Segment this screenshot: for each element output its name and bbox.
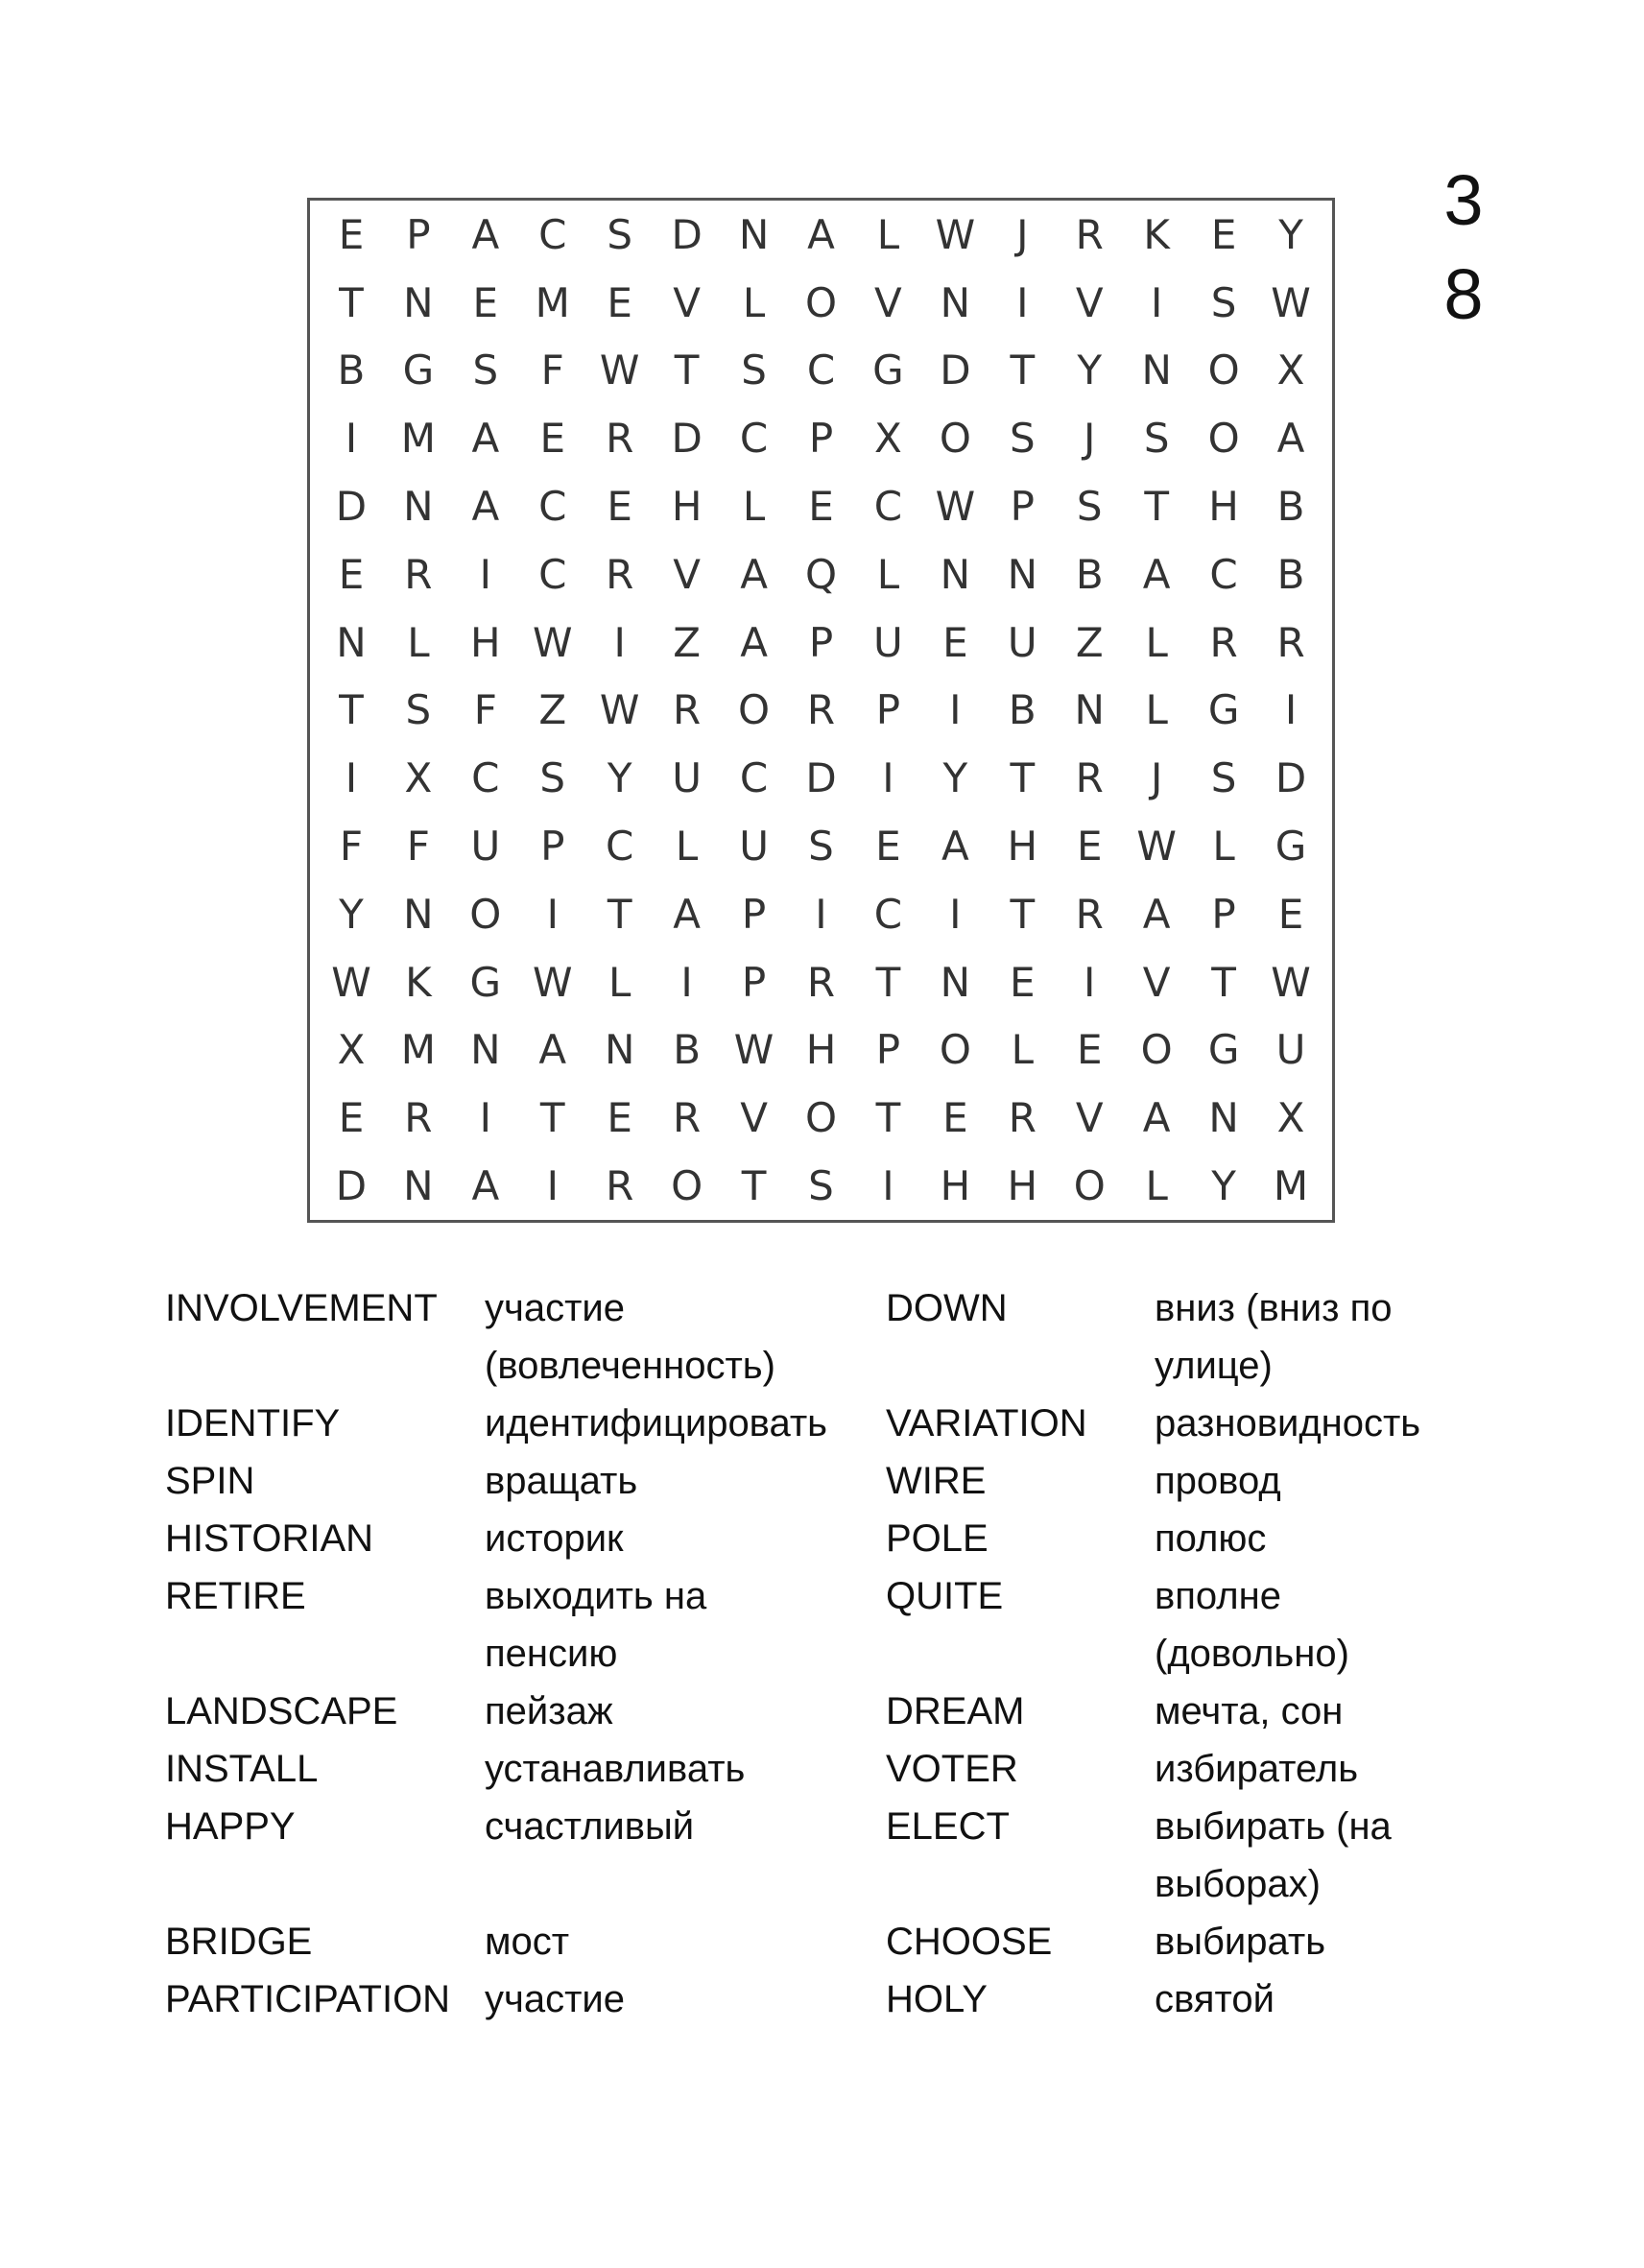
grid-letter: N: [1074, 686, 1105, 734]
grid-letter: Y: [1211, 1162, 1236, 1210]
grid-letter: V: [740, 1094, 768, 1142]
grid-letter: A: [1276, 415, 1305, 463]
grid-letter: B: [1276, 550, 1305, 598]
grid-letter: E: [607, 278, 632, 326]
grid-letter: E: [808, 483, 834, 531]
grid-letter: I: [1016, 278, 1029, 326]
grid-letter: S: [1009, 415, 1036, 463]
grid-letter: I: [613, 618, 626, 666]
grid-letter: N: [1141, 346, 1172, 394]
russian-translation: вполне (довольно): [1155, 1575, 1349, 1675]
grid-letter: P: [1211, 890, 1236, 938]
russian-translation: выбирать (на выборах): [1155, 1805, 1392, 1905]
english-word: BRIDGE: [165, 1921, 313, 1963]
grid-letter: H: [470, 618, 501, 666]
grid-letter: O: [1073, 1162, 1106, 1210]
grid-letter: J: [1016, 210, 1029, 258]
grid-letter: E: [472, 278, 499, 326]
russian-translation: устанавливать: [485, 1748, 746, 1790]
russian-translation: провод: [1155, 1460, 1281, 1502]
grid-letter: G: [469, 958, 502, 1006]
grid-letter: V: [1142, 958, 1171, 1006]
grid-letter: A: [471, 210, 500, 258]
russian-translation: выходить на пенсию: [485, 1575, 707, 1675]
grid-letter: X: [337, 1026, 366, 1074]
grid-letter: A: [740, 550, 768, 598]
grid-letter: P: [406, 210, 431, 258]
word-row: [165, 1798, 1509, 1913]
grid-letter: W: [1271, 958, 1311, 1006]
grid-letter: R: [1209, 618, 1238, 666]
grid-letter: L: [876, 550, 900, 598]
grid-letter: U: [1275, 1026, 1306, 1074]
grid-letter: O: [738, 686, 771, 734]
grid-letter: R: [806, 686, 836, 734]
russian-translation: полюс: [1155, 1517, 1267, 1560]
grid-letter: A: [1142, 890, 1171, 938]
grid-letter: B: [1075, 550, 1104, 598]
grid-letter: I: [680, 958, 693, 1006]
word-row: [165, 1510, 1509, 1567]
english-word: LANDSCAPE: [165, 1690, 398, 1732]
grid-letter: A: [538, 1026, 567, 1074]
grid-letter: A: [471, 1162, 500, 1210]
grid-letter: S: [405, 686, 432, 734]
grid-letter: R: [404, 550, 433, 598]
russian-translation: мост: [485, 1921, 570, 1963]
grid-letter: O: [1207, 346, 1240, 394]
grid-letter: R: [1075, 210, 1104, 258]
grid-letter: T: [339, 686, 364, 734]
grid-letter: R: [806, 958, 836, 1006]
grid-letter: P: [540, 823, 565, 871]
grid-letter: S: [1143, 415, 1170, 463]
grid-letter: P: [741, 958, 767, 1006]
grid-letter: W: [1271, 278, 1311, 326]
grid-letter: C: [471, 754, 500, 802]
grid-letter: F: [473, 686, 497, 734]
grid-letter: R: [606, 550, 634, 598]
english-word: HOLY: [886, 1978, 988, 2020]
grid-letter: C: [538, 483, 567, 531]
russian-translation: избиратель: [1155, 1748, 1359, 1790]
grid-letter: E: [875, 823, 901, 871]
word-row: [165, 1452, 1509, 1510]
english-word: CHOOSE: [886, 1921, 1053, 1963]
grid-letter: E: [1076, 823, 1103, 871]
grid-letter: O: [939, 1026, 971, 1074]
grid-letter: N: [403, 483, 434, 531]
grid-letter: T: [1144, 483, 1169, 531]
grid-letter: N: [403, 278, 434, 326]
grid-letter: W: [935, 210, 976, 258]
grid-letter: G: [402, 346, 435, 394]
russian-translation: выбирать: [1155, 1921, 1326, 1963]
grid-letter: Y: [1278, 210, 1303, 258]
grid-letter: N: [940, 278, 971, 326]
grid-letter: U: [739, 823, 769, 871]
grid-letter: J: [1150, 754, 1163, 802]
grid-letter: W: [733, 1026, 774, 1074]
word-row: [165, 1683, 1509, 1740]
english-word: RETIRE: [165, 1575, 306, 1617]
word-search-grid: [307, 198, 1335, 1223]
grid-letter: T: [1211, 958, 1236, 1006]
russian-translation: идентифицировать: [485, 1402, 828, 1444]
grid-letter: O: [1207, 415, 1240, 463]
page-number: 3 8: [1443, 160, 1484, 334]
grid-letter: N: [403, 1162, 434, 1210]
grid-letter: L: [1212, 823, 1235, 871]
grid-letter: T: [339, 278, 364, 326]
letter-grid: [310, 201, 1332, 1220]
grid-letter: C: [739, 754, 769, 802]
grid-letter: W: [599, 346, 640, 394]
grid-letter: O: [804, 1094, 838, 1142]
grid-letter: N: [940, 550, 971, 598]
grid-letter: C: [538, 210, 567, 258]
grid-letter: R: [673, 686, 702, 734]
grid-letter: E: [942, 1094, 968, 1142]
russian-translation: разновидность: [1155, 1402, 1421, 1444]
grid-letter: R: [673, 1094, 702, 1142]
grid-letter: E: [338, 210, 365, 258]
grid-letter: N: [940, 958, 971, 1006]
grid-letter: S: [741, 346, 767, 394]
english-word: INSTALL: [165, 1748, 319, 1790]
grid-letter: W: [1136, 823, 1177, 871]
english-word: HAPPY: [165, 1805, 296, 1848]
english-word: INVOLVEMENT: [165, 1287, 438, 1329]
grid-letter: I: [479, 1094, 492, 1142]
english-word: ELECT: [886, 1805, 1010, 1848]
grid-letter: G: [1207, 686, 1240, 734]
russian-translation: вниз (вниз по улице): [1155, 1287, 1393, 1387]
grid-letter: W: [331, 958, 371, 1006]
grid-letter: U: [873, 618, 903, 666]
grid-letter: Z: [673, 618, 702, 666]
grid-letter: N: [738, 210, 770, 258]
grid-letter: H: [805, 1026, 837, 1074]
word-list: [165, 1279, 1509, 2028]
grid-letter: E: [539, 415, 566, 463]
grid-letter: N: [1007, 550, 1037, 598]
grid-letter: F: [339, 823, 364, 871]
grid-letter: A: [941, 823, 969, 871]
grid-letter: W: [532, 958, 573, 1006]
english-word: IDENTIFY: [165, 1402, 341, 1444]
grid-letter: I: [345, 754, 358, 802]
word-row: [165, 1567, 1509, 1683]
grid-letter: F: [540, 346, 564, 394]
russian-translation: святой: [1155, 1978, 1275, 2020]
grid-letter: I: [479, 550, 492, 598]
grid-letter: S: [607, 210, 633, 258]
english-word: POLE: [886, 1517, 989, 1560]
grid-letter: D: [940, 346, 971, 394]
grid-letter: M: [400, 1026, 437, 1074]
grid-letter: L: [1145, 1162, 1168, 1210]
grid-letter: H: [671, 483, 703, 531]
word-row: [165, 1740, 1509, 1798]
grid-letter: T: [1010, 346, 1036, 394]
grid-letter: A: [673, 890, 701, 938]
grid-letter: G: [1207, 1026, 1240, 1074]
grid-letter: L: [1145, 618, 1168, 666]
english-word: DOWN: [886, 1287, 1008, 1329]
grid-letter: B: [1008, 686, 1036, 734]
grid-letter: E: [338, 1094, 365, 1142]
grid-letter: M: [400, 415, 437, 463]
grid-letter: P: [875, 686, 901, 734]
grid-letter: S: [539, 754, 566, 802]
russian-translation: мечта, сон: [1155, 1690, 1344, 1732]
grid-letter: D: [335, 1162, 368, 1210]
grid-letter: N: [1208, 1094, 1239, 1142]
grid-letter: R: [1075, 890, 1104, 938]
grid-letter: X: [1276, 1094, 1305, 1142]
grid-letter: X: [874, 415, 902, 463]
word-row: [165, 1913, 1509, 1970]
grid-letter: X: [1276, 346, 1305, 394]
grid-letter: L: [742, 483, 766, 531]
grid-letter: C: [1209, 550, 1238, 598]
grid-letter: E: [338, 550, 365, 598]
english-word: VOTER: [886, 1748, 1018, 1790]
grid-letter: I: [546, 1162, 559, 1210]
grid-letter: Y: [607, 754, 632, 802]
grid-letter: L: [1011, 1026, 1034, 1074]
grid-letter: A: [1142, 1094, 1171, 1142]
grid-letter: P: [741, 890, 767, 938]
grid-letter: I: [1284, 686, 1298, 734]
grid-letter: W: [935, 483, 976, 531]
word-row: [165, 1395, 1509, 1452]
grid-letter: H: [1208, 483, 1239, 531]
grid-letter: C: [739, 415, 769, 463]
grid-letter: T: [875, 958, 901, 1006]
grid-letter: Y: [1077, 346, 1103, 394]
grid-letter: R: [1008, 1094, 1036, 1142]
grid-letter: L: [1145, 686, 1168, 734]
grid-letter: T: [674, 346, 700, 394]
grid-letter: M: [535, 278, 570, 326]
grid-letter: C: [806, 346, 836, 394]
grid-letter: I: [1150, 278, 1163, 326]
grid-letter: A: [471, 483, 500, 531]
grid-letter: Z: [538, 686, 567, 734]
grid-letter: C: [538, 550, 567, 598]
grid-letter: E: [1076, 1026, 1103, 1074]
grid-letter: A: [1142, 550, 1171, 598]
grid-letter: W: [532, 618, 573, 666]
grid-letter: I: [815, 890, 827, 938]
grid-letter: N: [604, 1026, 635, 1074]
grid-letter: S: [808, 1162, 834, 1210]
grid-letter: V: [874, 278, 902, 326]
grid-letter: S: [1076, 483, 1103, 531]
grid-letter: S: [472, 346, 499, 394]
english-word: PARTICIPATION: [165, 1978, 451, 2020]
grid-letter: O: [469, 890, 502, 938]
grid-letter: U: [470, 823, 501, 871]
grid-letter: D: [805, 754, 837, 802]
word-row: [165, 1970, 1509, 2028]
grid-letter: H: [940, 1162, 971, 1210]
grid-letter: S: [1210, 754, 1237, 802]
grid-letter: P: [1010, 483, 1035, 531]
grid-letter: F: [406, 823, 430, 871]
grid-letter: H: [1007, 1162, 1038, 1210]
grid-letter: G: [1275, 823, 1307, 871]
russian-translation: пейзаж: [485, 1690, 613, 1732]
grid-letter: O: [671, 1162, 703, 1210]
grid-letter: W: [599, 686, 640, 734]
grid-letter: V: [673, 278, 701, 326]
grid-letter: V: [1075, 278, 1104, 326]
grid-letter: Y: [339, 890, 364, 938]
grid-letter: N: [470, 1026, 501, 1074]
grid-letter: H: [1007, 823, 1038, 871]
grid-letter: U: [1007, 618, 1037, 666]
grid-letter: D: [671, 210, 703, 258]
grid-letter: L: [407, 618, 430, 666]
grid-letter: D: [1275, 754, 1307, 802]
grid-letter: B: [673, 1026, 702, 1074]
grid-letter: R: [404, 1094, 433, 1142]
grid-letter: E: [607, 1094, 632, 1142]
grid-letter: T: [607, 890, 632, 938]
grid-letter: A: [471, 415, 500, 463]
grid-letter: M: [1273, 1162, 1309, 1210]
grid-letter: I: [949, 686, 962, 734]
grid-letter: Q: [804, 550, 838, 598]
grid-letter: E: [607, 483, 632, 531]
grid-letter: I: [546, 890, 559, 938]
grid-letter: X: [404, 754, 433, 802]
grid-letter: A: [740, 618, 768, 666]
grid-letter: T: [1010, 754, 1036, 802]
grid-letter: T: [539, 1094, 565, 1142]
grid-letter: T: [875, 1094, 901, 1142]
grid-letter: I: [882, 1162, 894, 1210]
grid-letter: Y: [942, 754, 968, 802]
grid-letter: V: [673, 550, 701, 598]
grid-letter: L: [876, 210, 900, 258]
grid-letter: T: [741, 1162, 767, 1210]
grid-letter: I: [949, 890, 962, 938]
grid-letter: P: [808, 618, 834, 666]
grid-letter: C: [606, 823, 634, 871]
english-word: VARIATION: [886, 1402, 1087, 1444]
word-row: [165, 1279, 1509, 1395]
grid-letter: R: [1276, 618, 1305, 666]
grid-letter: L: [608, 958, 631, 1006]
grid-letter: P: [808, 415, 834, 463]
grid-letter: J: [1084, 415, 1096, 463]
english-word: DREAM: [886, 1690, 1025, 1732]
grid-letter: T: [1010, 890, 1036, 938]
russian-translation: участие: [485, 1978, 625, 2020]
grid-letter: K: [405, 958, 432, 1006]
grid-letter: U: [672, 754, 702, 802]
grid-letter: D: [335, 483, 368, 531]
grid-letter: P: [875, 1026, 901, 1074]
grid-letter: S: [808, 823, 834, 871]
grid-letter: O: [804, 278, 838, 326]
grid-letter: O: [1140, 1026, 1173, 1074]
grid-letter: O: [939, 415, 971, 463]
russian-translation: участие (вовлеченность): [485, 1287, 775, 1387]
grid-letter: K: [1143, 210, 1170, 258]
english-word: SPIN: [165, 1460, 255, 1502]
grid-letter: G: [872, 346, 904, 394]
grid-letter: S: [1210, 278, 1237, 326]
grid-letter: B: [1276, 483, 1305, 531]
russian-translation: вращать: [485, 1460, 638, 1502]
english-word: WIRE: [886, 1460, 987, 1502]
grid-letter: D: [671, 415, 703, 463]
grid-letter: E: [1277, 890, 1304, 938]
grid-letter: R: [1075, 754, 1104, 802]
grid-letter: C: [873, 483, 903, 531]
grid-letter: A: [807, 210, 835, 258]
grid-letter: N: [336, 618, 367, 666]
grid-letter: I: [345, 415, 358, 463]
grid-letter: I: [1084, 958, 1096, 1006]
grid-letter: E: [1210, 210, 1237, 258]
russian-translation: счастливый: [485, 1805, 695, 1848]
grid-letter: L: [742, 278, 766, 326]
english-word: HISTORIAN: [165, 1517, 374, 1560]
grid-letter: B: [337, 346, 366, 394]
grid-letter: E: [1010, 958, 1036, 1006]
grid-letter: L: [675, 823, 699, 871]
english-word: QUITE: [886, 1575, 1004, 1617]
grid-letter: I: [882, 754, 894, 802]
grid-letter: R: [606, 1162, 634, 1210]
grid-letter: R: [606, 415, 634, 463]
grid-letter: C: [873, 890, 903, 938]
grid-letter: Z: [1075, 618, 1104, 666]
russian-translation: историк: [485, 1517, 624, 1560]
grid-letter: N: [403, 890, 434, 938]
grid-letter: V: [1075, 1094, 1104, 1142]
grid-letter: E: [942, 618, 968, 666]
